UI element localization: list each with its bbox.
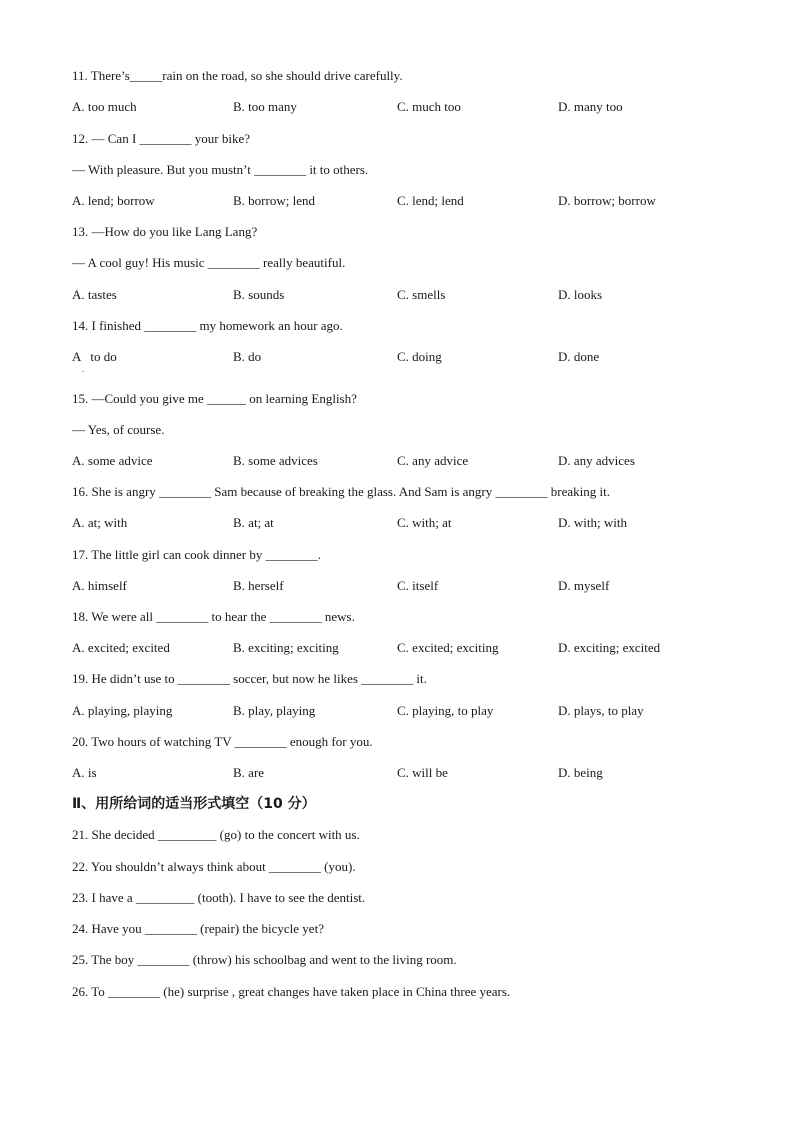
option-c: C. with; at: [397, 515, 452, 530]
option-b: B. borrow; lend: [233, 193, 315, 208]
question-15-reply: — Yes, of course.: [72, 422, 165, 437]
option-d: D. myself: [558, 578, 610, 593]
option-a: A to do: [72, 349, 117, 364]
question-14-options: [0, 349, 794, 365]
option-c: C. will be: [397, 765, 448, 780]
question-16-options: [0, 515, 794, 531]
option-a: A. some advice: [72, 453, 153, 468]
option-d: D. many too: [558, 99, 623, 114]
option-c: C. playing, to play: [397, 703, 494, 718]
question-20-options: [0, 765, 794, 781]
option-c: C. much too: [397, 99, 461, 114]
option-b: B. at; at: [233, 515, 274, 530]
option-b: B. herself: [233, 578, 284, 593]
option-a: A. tastes: [72, 287, 117, 302]
option-a: A. too much: [72, 99, 137, 114]
question-16-stem: 16. She is angry ________ Sam because of breaking the glass. And Sam is angry ________ breaking it.: [72, 484, 610, 499]
option-b: B. do: [233, 349, 262, 364]
option-d: D. borrow; borrow: [558, 193, 656, 208]
question-17-stem: 17. The little girl can cook dinner by ________.: [72, 547, 321, 562]
question-15-stem: 15. —Could you give me ______ on learning English?: [72, 391, 357, 406]
option-c: C. excited; exciting: [397, 640, 499, 655]
question-12-reply: — With pleasure. But you mustn’t ________ it to others.: [72, 162, 369, 177]
option-d: D. with; with: [558, 515, 627, 530]
question-11-stem: 11. There’s_____rain on the road, so she should drive carefully.: [72, 68, 403, 83]
option-b: B. are: [233, 765, 265, 780]
question-19-options: [0, 703, 794, 719]
question-12-stem: 12. — Can I ________ your bike?: [72, 131, 251, 146]
option-b: B. play, playing: [233, 703, 316, 718]
question-19-stem: 19. He didn’t use to ________ soccer, but now he likes ________ it.: [72, 671, 427, 686]
option-c: C. doing: [397, 349, 442, 364]
option-d: D. exciting; excited: [558, 640, 661, 655]
option-b: B. sounds: [233, 287, 285, 302]
fill-in-item: 23. I have a _________ (tooth). I have to see the dentist.: [72, 890, 366, 905]
question-11-options: [0, 99, 794, 115]
question-13-options: [0, 287, 794, 303]
option-a: A. excited; excited: [72, 640, 170, 655]
question-18-stem: 18. We were all ________ to hear the ________ news.: [72, 609, 355, 624]
fill-in-item: 25. The boy ________ (throw) his schoolbag and went to the living room.: [72, 952, 457, 967]
option-d: D. being: [558, 765, 603, 780]
option-c: C. itself: [397, 578, 439, 593]
option-c: C. smells: [397, 287, 446, 302]
option-d: D. looks: [558, 287, 603, 302]
option-b: B. too many: [233, 99, 297, 114]
fill-in-item: 21. She decided _________ (go) to the concert with us.: [72, 827, 360, 842]
option-d: D. any advices: [558, 453, 635, 468]
option-b: B. exciting; exciting: [233, 640, 339, 655]
question-18-options: [0, 640, 794, 656]
option-a: A. lend; borrow: [72, 193, 155, 208]
option-a: A. playing, playing: [72, 703, 173, 718]
option-c: C. any advice: [397, 453, 469, 468]
option-a: A. is: [72, 765, 97, 780]
option-a: A. himself: [72, 578, 127, 593]
question-17-options: [0, 578, 794, 594]
stray-dot-mark: .: [82, 365, 84, 374]
section-2-heading: Ⅱ、用所给词的适当形式填空（10 分）: [72, 796, 316, 812]
question-14-stem: 14. I finished ________ my homework an hour ago.: [72, 318, 343, 333]
option-b: B. some advices: [233, 453, 318, 468]
fill-in-item: 26. To ________ (he) surprise , great changes have taken place in China three years.: [72, 984, 511, 999]
fill-in-item: 24. Have you ________ (repair) the bicycle yet?: [72, 921, 324, 936]
option-d: D. plays, to play: [558, 703, 644, 718]
question-13-stem: 13. —How do you like Lang Lang?: [72, 224, 258, 239]
question-13-reply: — A cool guy! His music ________ really beautiful.: [72, 255, 346, 270]
question-12-options: [0, 193, 794, 209]
option-a: A. at; with: [72, 515, 128, 530]
question-15-options: [0, 453, 794, 469]
question-20-stem: 20. Two hours of watching TV ________ enough for you.: [72, 734, 373, 749]
fill-in-item: 22. You shouldn’t always think about ________ (you).: [72, 859, 356, 874]
option-c: C. lend; lend: [397, 193, 464, 208]
option-d: D. done: [558, 349, 600, 364]
